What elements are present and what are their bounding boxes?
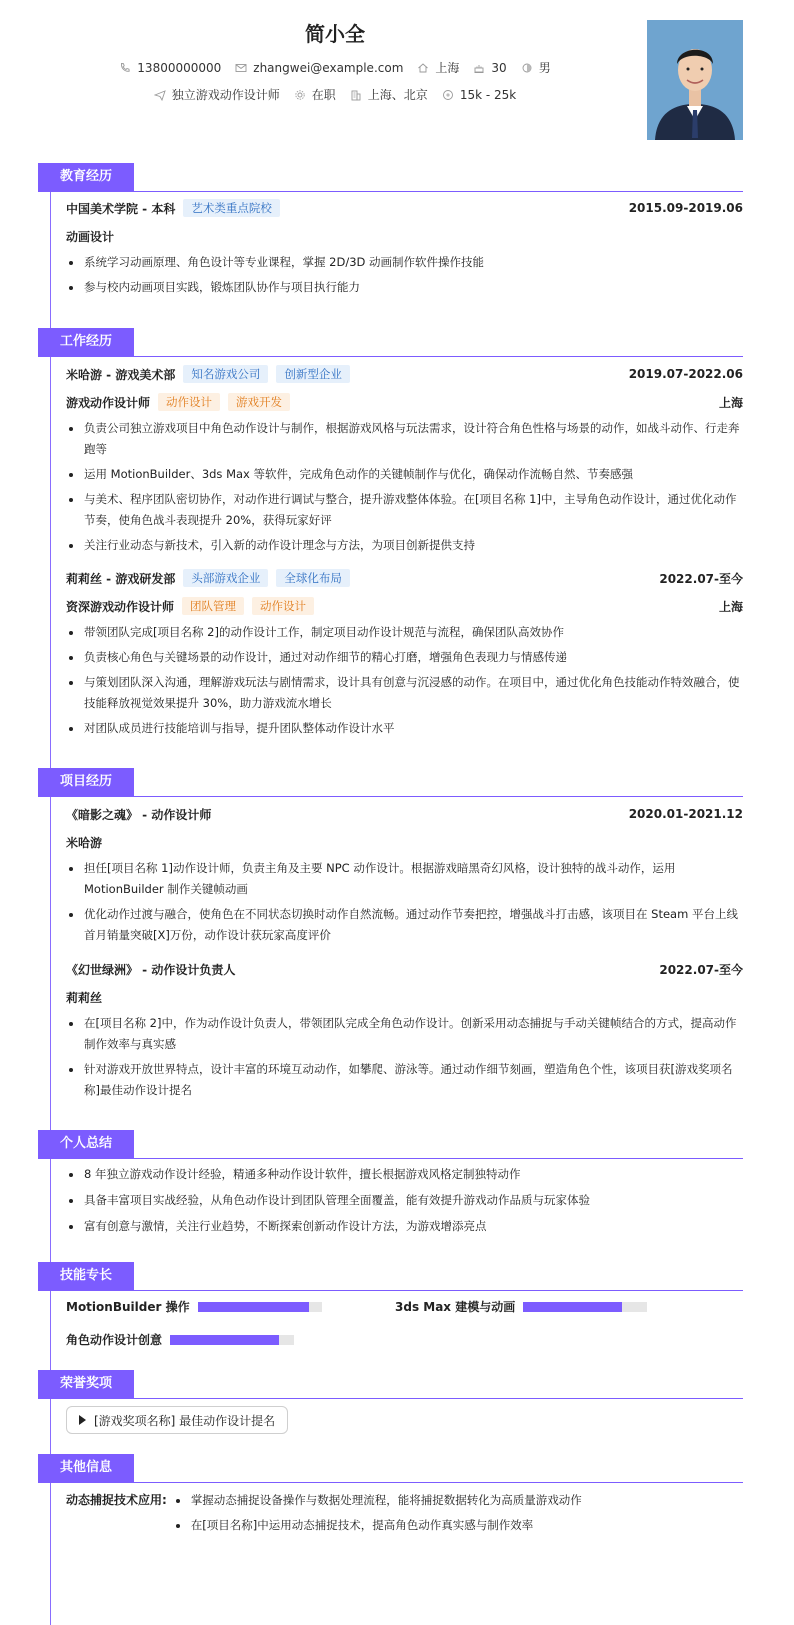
list-item: 负责公司独立游戏项目中角色动作设计与制作，根据游戏风格与玩法需求，设计符合角色性格与场景的动作，如战斗动作、行走奔跑等 <box>66 418 743 460</box>
section-education <box>38 163 743 192</box>
major-name: 动画设计 <box>66 229 115 244</box>
work-city: 上海 <box>718 599 743 614</box>
list-item: 针对游戏开放世界特点，设计丰富的环境互动动作，如攀爬、游泳等。通过动作细节刻画，塑造角色个性，该项目获[游戏奖项名称]最佳动作设计提名 <box>66 1059 743 1101</box>
target-title-info <box>154 86 280 103</box>
project-1-row <box>66 804 743 824</box>
resume-header <box>0 0 794 160</box>
work-2-left <box>66 569 350 587</box>
summary-block <box>66 1164 743 1237</box>
company-tag: 全球化布局 <box>276 569 350 587</box>
work-date: 2022.07-至今 <box>659 571 743 586</box>
role-name: 游戏动作设计师 <box>66 395 151 410</box>
education-bullets <box>66 252 743 298</box>
list-item: 系统学习动画原理、角色设计等专业课程，掌握 2D/3D 动画制作软件操作技能 <box>66 252 743 273</box>
project-entry-2 <box>66 959 743 1101</box>
gender-icon <box>521 62 533 74</box>
role-name: 资深游戏动作设计师 <box>66 599 175 614</box>
school-name: 中国美术学院 - 本科 <box>66 201 176 216</box>
work-2-bullets <box>66 622 743 739</box>
list-item: 与美术、程序团队密切协作，对动作进行调试与整合，提升游戏整体体验。在[项目名称 1]中，主导角色动作设计，通过优化动作节奏，使角色战斗表现提升 20%，获得玩家好评 <box>66 489 743 531</box>
work-1-role-row <box>66 392 743 412</box>
work-2-role-row <box>66 596 743 616</box>
project-name: 《暗影之魂》 - 动作设计师 <box>66 807 212 822</box>
work-title: 工作经历 <box>38 328 134 356</box>
school-tag: 艺术类重点院校 <box>183 199 280 217</box>
role-tag: 动作设计 <box>158 393 220 411</box>
list-item: 参与校内动画项目实践，锻炼团队协作与项目执行能力 <box>66 277 743 298</box>
company-tag: 头部游戏企业 <box>183 569 268 587</box>
company-name: 米哈游 - 游戏美术部 <box>66 367 176 382</box>
other-block <box>66 1490 743 1536</box>
work-city: 上海 <box>718 395 743 410</box>
projects-title: 项目经历 <box>38 768 134 796</box>
other-row <box>66 1490 743 1536</box>
timeline-line <box>50 170 51 1625</box>
education-entry <box>66 198 743 298</box>
project-name: 《幻世绿洲》 - 动作设计负责人 <box>66 962 236 977</box>
awards-head <box>38 1370 743 1399</box>
skill-name: 3ds Max 建模与动画 <box>395 1300 516 1314</box>
list-item: 带领团队完成[项目名称 2]的动作设计工作，制定项目动作设计规范与流程，确保团队高效协作 <box>66 622 743 643</box>
age-info <box>473 61 506 75</box>
gender-text: 男 <box>538 61 551 75</box>
skill-name: MotionBuilder 操作 <box>66 1300 190 1314</box>
list-item: 富有创意与激情，关注行业趋势，不断探索创新动作设计方法，为游戏增添亮点 <box>66 1216 743 1237</box>
list-item: 对团队成员进行技能培训与指导，提升团队整体动作设计水平 <box>66 718 743 739</box>
work-date: 2019.07-2022.06 <box>628 367 743 381</box>
list-item: 在[项目名称]中运用动态捕捉技术，提高角色动作真实感与制作效率 <box>173 1515 582 1536</box>
project-date: 2020.01-2021.12 <box>628 807 743 821</box>
status-info <box>294 86 336 103</box>
work-1-left <box>66 365 350 383</box>
project-2-company-row <box>66 987 743 1007</box>
summary-title: 个人总结 <box>38 1130 134 1158</box>
section-other <box>38 1454 743 1483</box>
section-projects <box>38 768 743 797</box>
skill-name: 角色动作设计创意 <box>66 1333 163 1347</box>
education-left <box>66 199 280 217</box>
education-head <box>38 163 743 192</box>
projects-head <box>38 768 743 797</box>
section-summary <box>38 1130 743 1159</box>
skill-bar <box>198 1302 322 1312</box>
other-title: 其他信息 <box>38 1454 134 1482</box>
list-item: 具备丰富项目实战经验，从角色动作设计到团队管理全面覆盖，能有效提升游戏动作品质与玩家体验 <box>66 1190 743 1211</box>
summary-head <box>38 1130 743 1159</box>
work-entry-1 <box>66 364 743 556</box>
skill-item <box>66 1331 294 1348</box>
locations-text: 上海、北京 <box>367 88 428 102</box>
list-item: 运用 MotionBuilder、3ds Max 等软件，完成角色动作的关键帧制作与优化，确保动作流畅自然、节奏感强 <box>66 464 743 485</box>
section-work <box>38 328 743 357</box>
education-date: 2015.09-2019.06 <box>628 201 743 215</box>
skill-bar <box>523 1302 647 1312</box>
award-badge <box>66 1406 288 1434</box>
work-1-company-row <box>66 364 743 384</box>
role-tag: 游戏开发 <box>228 393 290 411</box>
contact-row <box>0 59 670 76</box>
email-info <box>235 61 403 75</box>
other-head <box>38 1454 743 1483</box>
skills-head <box>38 1262 743 1291</box>
candidate-name: 简小全 <box>305 22 365 46</box>
target-title-text: 独立游戏动作设计师 <box>171 88 280 102</box>
role-tag: 团队管理 <box>182 597 244 615</box>
list-item: 关注行业动态与新技术，引入新的动作设计理念与方法，为项目创新提供支持 <box>66 535 743 556</box>
other-label: 动态捕捉技术应用: <box>66 1493 167 1507</box>
work-2-company-row <box>66 568 743 588</box>
skill-fill <box>170 1335 279 1345</box>
list-item: 掌握动态捕捉设备操作与数据处理流程，能将捕捉数据转化为高质量游戏动作 <box>173 1490 582 1511</box>
skills-title: 技能专长 <box>38 1262 134 1290</box>
list-item: 优化动作过渡与融合，使角色在不同状态切换时动作自然流畅。通过动作节奏把控，增强战斗打击感，该项目在 Steam 平台上线首月销量突破[X]万份，动作设计获玩家高度评价 <box>66 904 743 946</box>
project-1-company-row <box>66 832 743 852</box>
phone-info <box>119 61 221 75</box>
phone-text: 13800000000 <box>137 60 222 75</box>
salary-info <box>442 88 516 102</box>
work-entry-2 <box>66 568 743 739</box>
salary-text: 15k - 25k <box>459 87 517 102</box>
project-1-bullets <box>66 858 743 946</box>
job-intent-row <box>0 86 670 103</box>
list-item: 负责核心角色与关键场景的动作设计，通过对动作细节的精心打磨，增强角色表现力与情感传递 <box>66 647 743 668</box>
gender-info <box>521 59 551 76</box>
project-2-bullets <box>66 1013 743 1101</box>
company-tag: 知名游戏公司 <box>183 365 268 383</box>
skill-fill <box>198 1302 310 1312</box>
city-info <box>417 59 459 76</box>
education-title: 教育经历 <box>38 163 134 191</box>
company-name: 莉莉丝 - 游戏研发部 <box>66 571 176 586</box>
skill-item <box>395 1298 647 1315</box>
status-text: 在职 <box>311 88 336 102</box>
project-entry-1 <box>66 804 743 946</box>
list-item: 在[项目名称 2]中，作为动作设计负责人，带领团队完成全角色动作设计。创新采用动态捕捉与手动关键帧结合的方式，提高动作制作效率与真实感 <box>66 1013 743 1055</box>
list-item: 8 年独立游戏动作设计经验，精通多种动作设计软件，擅长根据游戏风格定制独特动作 <box>66 1164 743 1185</box>
summary-bullets <box>66 1164 743 1237</box>
email-text: zhangwei@example.com <box>253 60 404 75</box>
gear-icon <box>294 89 306 101</box>
company-tag: 创新型企业 <box>276 365 350 383</box>
locations-info <box>350 86 428 103</box>
play-icon <box>79 1415 86 1425</box>
award-text: [游戏奖项名称] 最佳动作设计提名 <box>94 1413 276 1428</box>
major-row <box>66 226 743 246</box>
coin-icon <box>442 89 454 101</box>
building-icon <box>350 89 362 101</box>
mail-icon <box>235 62 247 74</box>
project-2-row <box>66 959 743 979</box>
role-tag: 动作设计 <box>252 597 314 615</box>
project-company: 米哈游 <box>66 835 103 850</box>
project-company: 莉莉丝 <box>66 990 103 1005</box>
skill-item <box>66 1298 322 1315</box>
list-item: 担任[项目名称 1]动作设计师，负责主角及主要 NPC 动作设计。根据游戏暗黑奇幻风格，设计独特的战斗动作，运用 MotionBuilder 制作关键帧动画 <box>66 858 743 900</box>
send-icon <box>154 89 166 101</box>
home-icon <box>417 62 429 74</box>
skill-bar <box>170 1335 294 1345</box>
section-skills <box>38 1262 743 1291</box>
section-awards <box>38 1370 743 1399</box>
cake-icon <box>473 62 485 74</box>
age-text: 30 <box>491 60 507 75</box>
work-2-role-left <box>66 597 314 615</box>
awards-title: 荣誉奖项 <box>38 1370 134 1398</box>
work-1-role-left <box>66 393 290 411</box>
education-row <box>66 198 743 218</box>
work-head <box>38 328 743 357</box>
list-item: 与策划团队深入沟通，理解游戏玩法与剧情需求，设计具有创意与沉浸感的动作。在项目中，通过优化角色技能动作特效融合，使技能释放视觉效果提升 30%，助力游戏流水增长 <box>66 672 743 714</box>
work-1-bullets <box>66 418 743 556</box>
avatar <box>647 20 743 140</box>
phone-icon <box>119 62 131 74</box>
project-date: 2022.07-至今 <box>659 962 743 977</box>
other-bullets <box>173 1490 582 1536</box>
skill-fill <box>523 1302 622 1312</box>
city-text: 上海 <box>435 61 460 75</box>
